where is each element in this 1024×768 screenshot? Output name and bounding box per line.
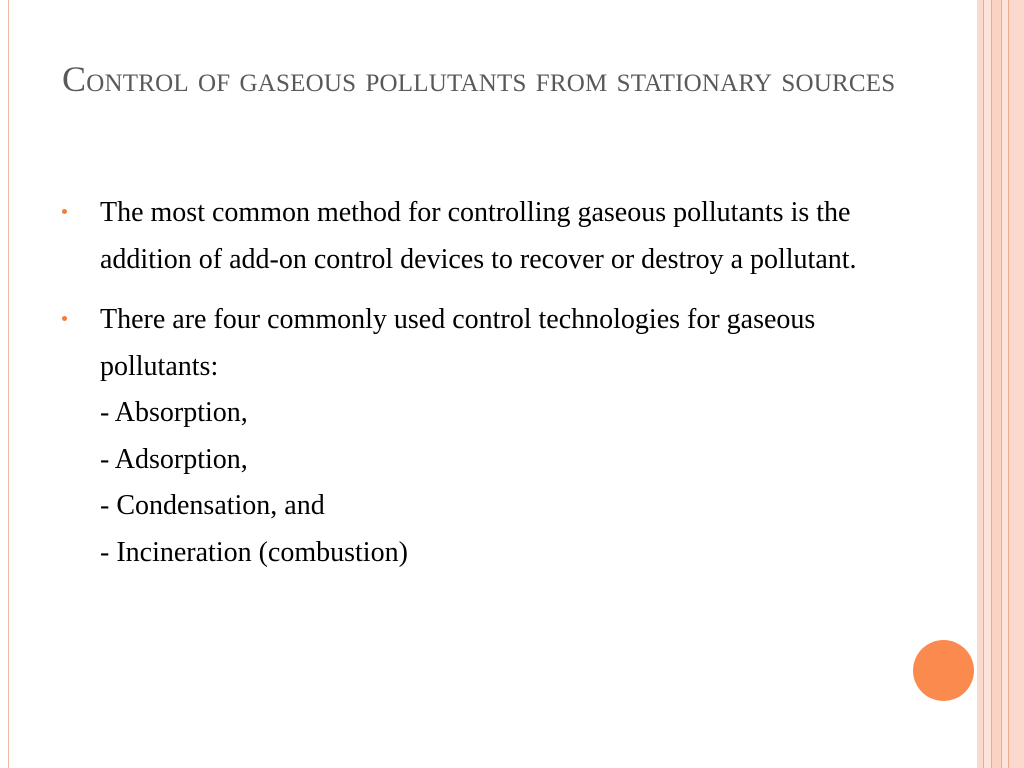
bullet-dot-icon <box>62 209 67 214</box>
bullet-text: The most common method for controlling gaseous pollutants is the addition of add-on control devices to recover or destroy a pollutant. <box>100 197 857 275</box>
bullet-item <box>62 190 922 283</box>
sub-item-incineration: - Incineration (combustion) <box>100 536 408 568</box>
decorative-stripe <box>992 0 1001 768</box>
bullet-dot-icon <box>62 316 67 321</box>
sub-item-absorption: - Absorption, <box>100 397 248 428</box>
bullet-text: There are four commonly used control technologies for gaseous pollutants: <box>100 304 816 382</box>
left-border-line <box>8 0 9 768</box>
bullet-item <box>62 297 922 576</box>
sub-item-condensation: - Condensation, and <box>100 490 325 521</box>
decorative-circle <box>913 640 974 701</box>
bullet-list <box>62 190 922 590</box>
decorative-stripe <box>1009 0 1024 768</box>
slide-title: Control of gaseous pollutants from stationary sources <box>62 59 896 99</box>
sub-item-adsorption: - Adsorption, <box>100 443 248 475</box>
decorative-stripe <box>984 0 991 768</box>
